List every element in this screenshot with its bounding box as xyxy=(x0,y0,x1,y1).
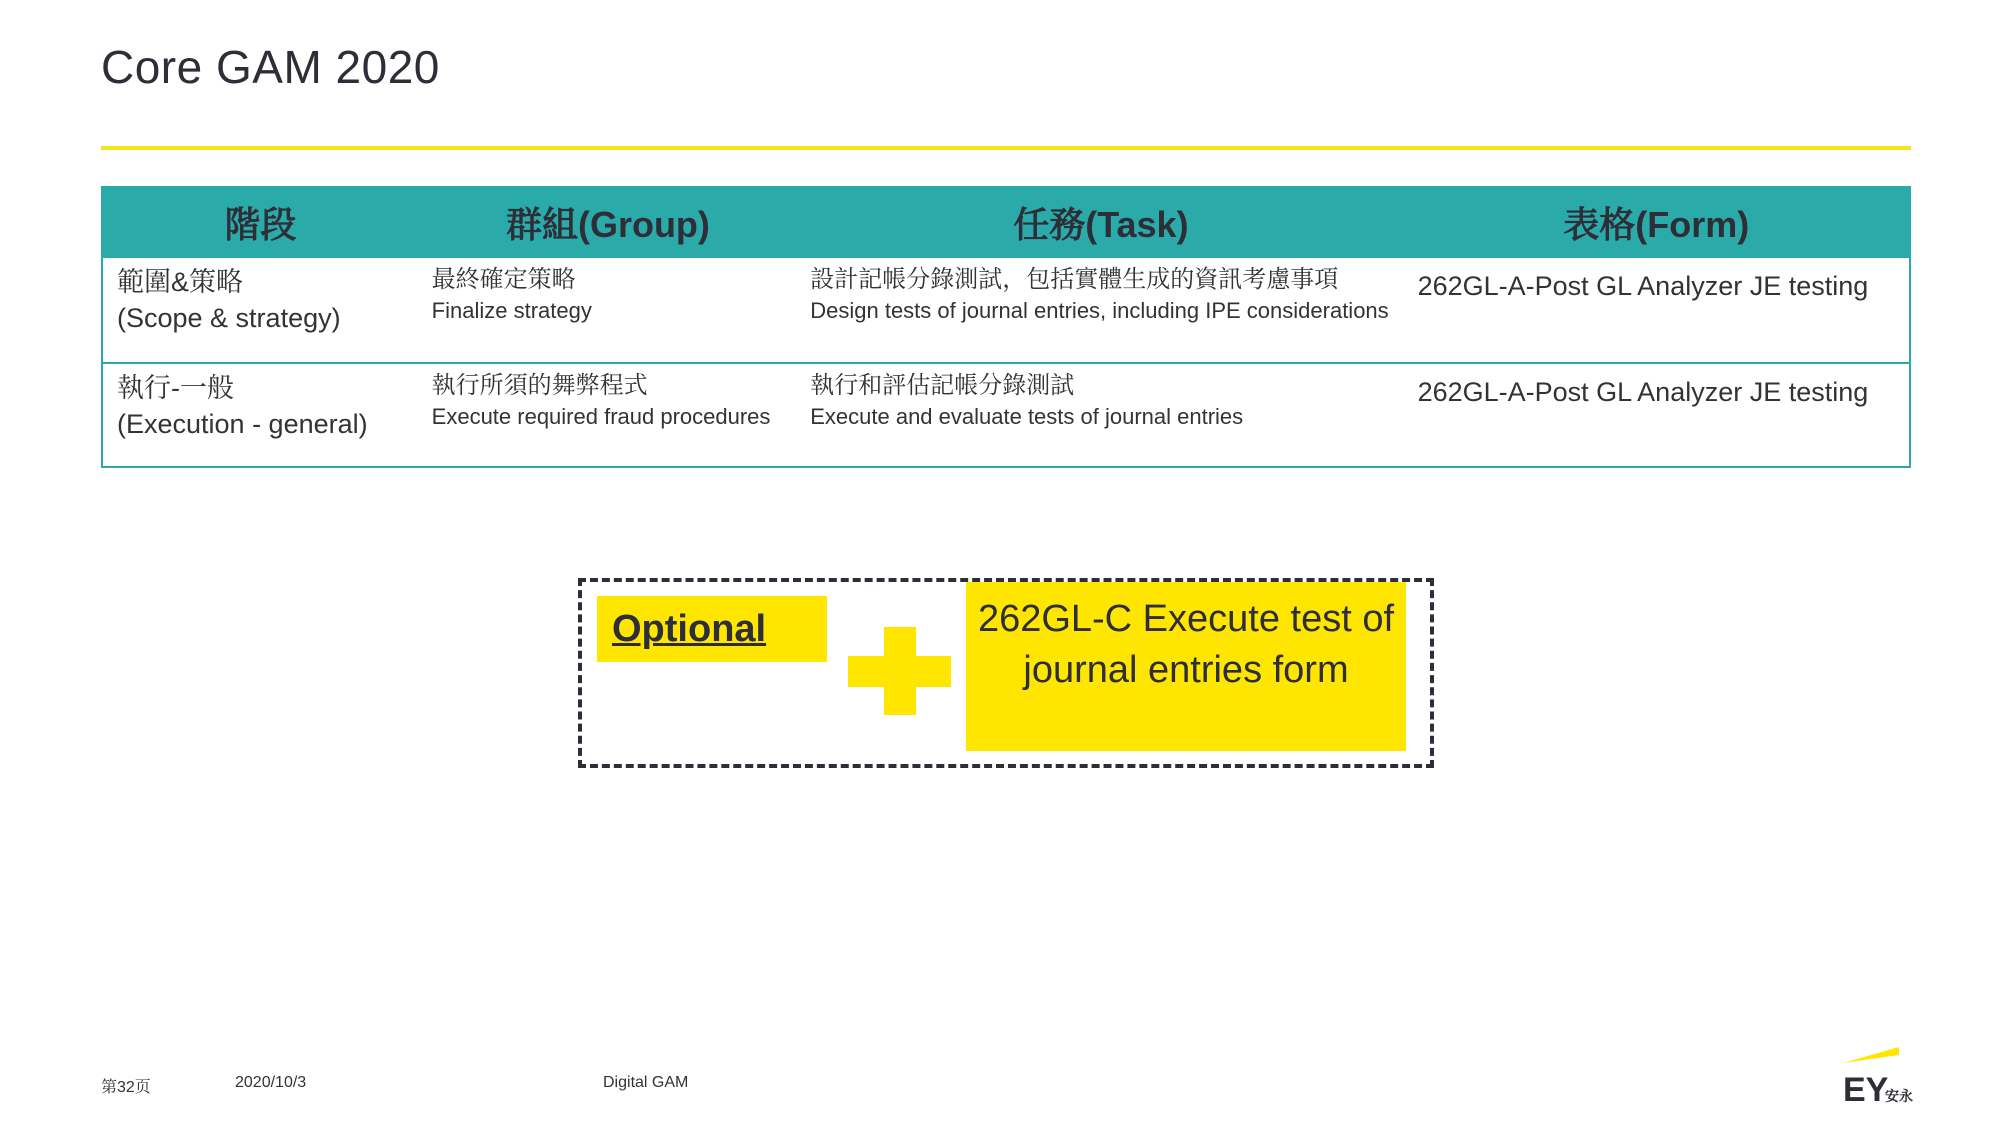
task-en: Design tests of journal entries, including IPE considerations xyxy=(810,298,1389,323)
task-cell xyxy=(798,258,1403,362)
group-cell xyxy=(418,258,799,362)
gam-table xyxy=(101,186,1911,468)
stage-zh: 執行-一般 xyxy=(117,373,234,403)
group-cell xyxy=(418,364,799,466)
task-zh: 設計記帳分錄測試，包括實體生成的資訊考慮事項 xyxy=(810,266,1339,293)
stage-en: (Scope & strategy) xyxy=(117,303,341,333)
form-cell xyxy=(1404,258,1909,362)
stage-cell xyxy=(103,364,418,466)
footer-date: 2020/10/3 xyxy=(235,1074,307,1091)
group-en: Finalize strategy xyxy=(431,298,592,323)
header-task: 任務(Task) xyxy=(1013,203,1189,245)
table-header xyxy=(103,188,1909,256)
table-row xyxy=(103,362,1909,466)
table-row xyxy=(103,256,1909,362)
header-form: 表格(Form) xyxy=(1563,203,1750,245)
page-title: Core GAM 2020 xyxy=(101,41,440,93)
footer-label: Digital GAM xyxy=(603,1074,689,1091)
task-zh: 執行和評估記帳分錄測試 xyxy=(810,372,1075,399)
task-cell xyxy=(798,364,1403,466)
optional-label: Optional xyxy=(597,596,827,662)
form-name: 262GL-A-Post GL Analyzer JE testing xyxy=(1417,271,1869,301)
ey-logo xyxy=(1843,1045,1913,1105)
form-cell xyxy=(1404,364,1909,466)
stage-cell xyxy=(103,258,418,362)
stage-en: (Execution - general) xyxy=(117,409,368,439)
optional-form-box: 262GL-C Execute test of journal entries form xyxy=(966,582,1406,751)
form-name: 262GL-A-Post GL Analyzer JE testing xyxy=(1417,377,1869,407)
footer-page-number: 第32页 xyxy=(101,1079,151,1096)
group-en: Execute required fraud procedures xyxy=(431,404,771,429)
ey-logo-suffix: 安永 xyxy=(1885,1089,1913,1105)
stage-zh: 範圍&策略 xyxy=(117,267,244,297)
ey-logo-text: EY xyxy=(1843,1071,1889,1105)
group-zh: 執行所須的舞弊程式 xyxy=(431,372,648,399)
group-zh: 最終確定策略 xyxy=(431,266,576,293)
plus-icon-horizontal xyxy=(848,656,951,687)
title-divider xyxy=(101,146,1911,150)
header-group: 群組(Group) xyxy=(505,203,710,245)
header-stage: 階段 xyxy=(224,203,297,245)
task-en: Execute and evaluate tests of journal entries xyxy=(810,404,1244,429)
